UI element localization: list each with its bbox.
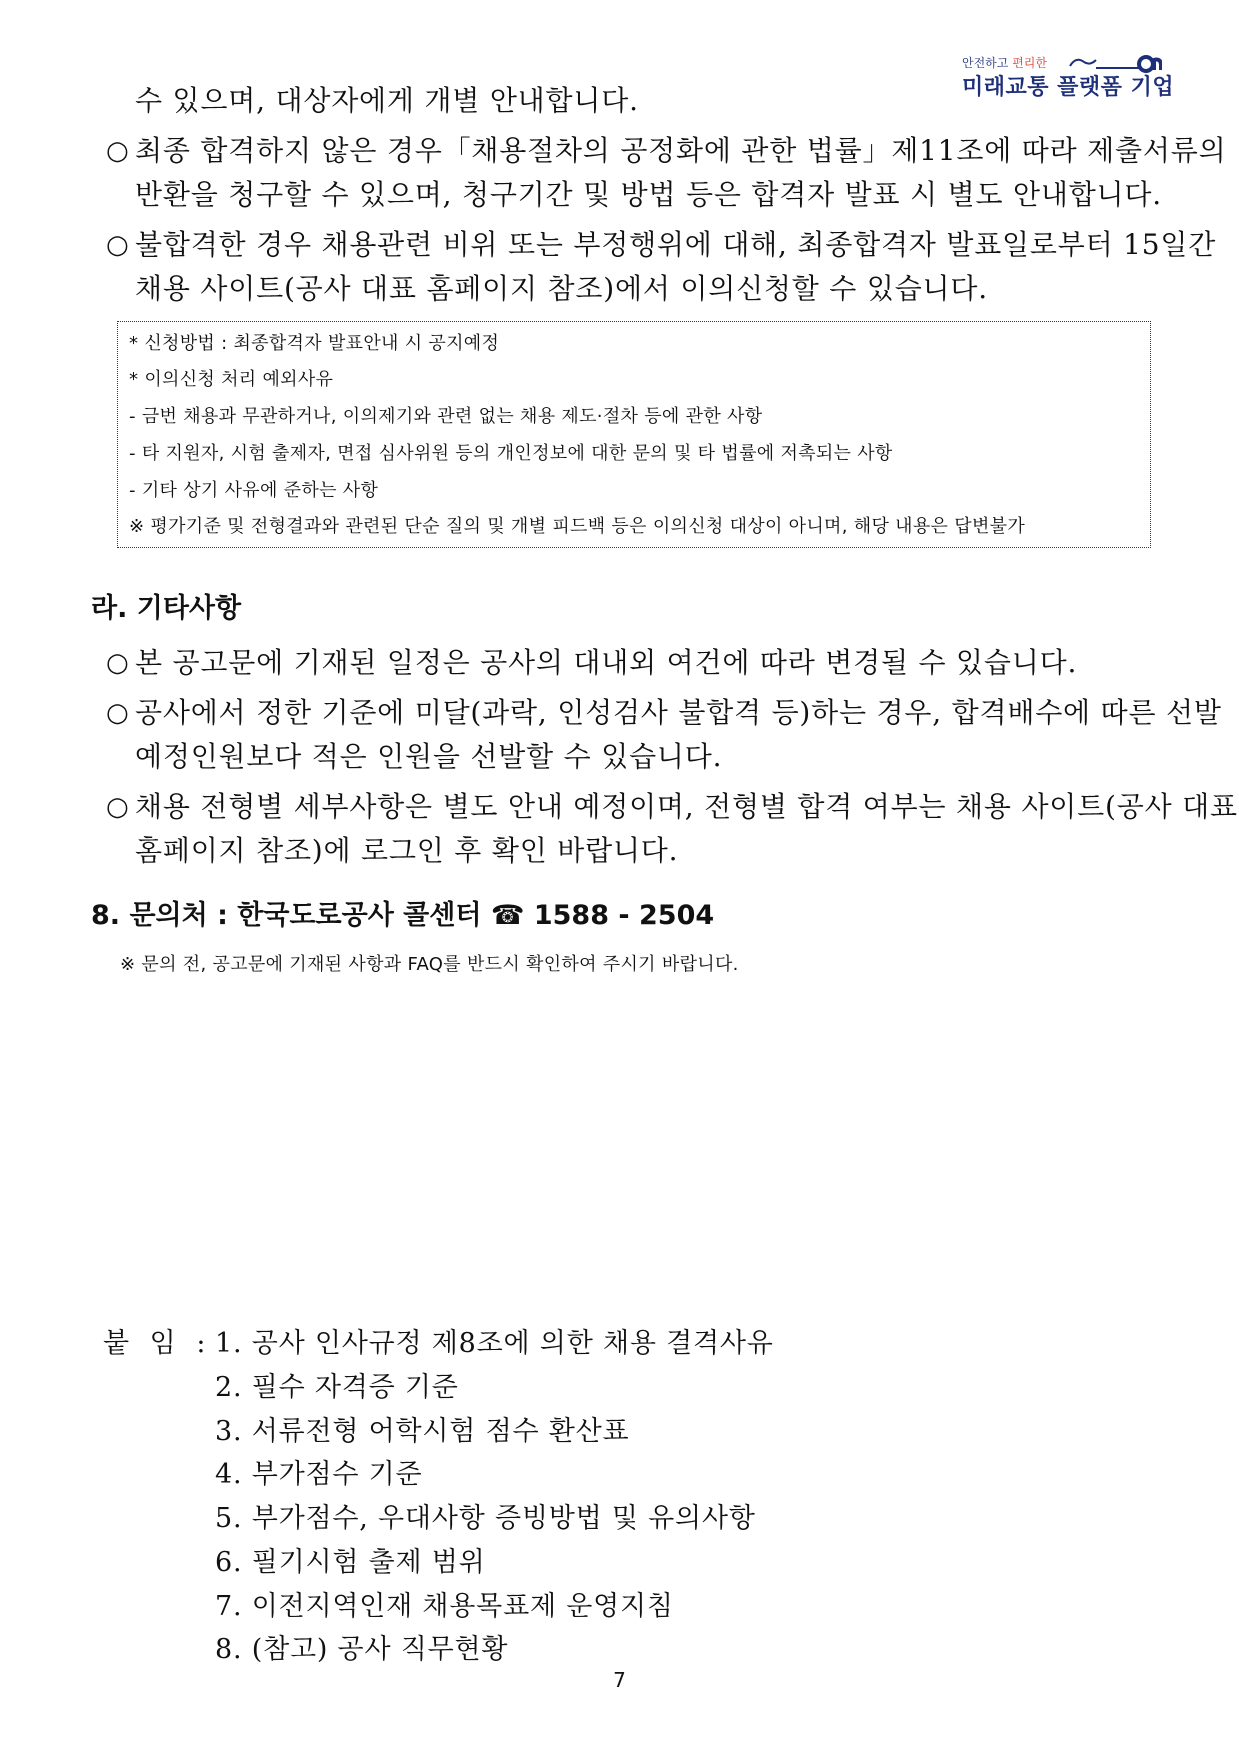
note-line: * 이의신청 처리 예외사유 xyxy=(129,369,334,390)
logo-tagline-part1: 안전하고 xyxy=(962,56,1009,70)
paragraph-line: 최종 합격하지 않은 경우「채용절차의 공정화에 관한 법률」제11조에 따라 제출서류의 xyxy=(135,134,1227,167)
attachment-item: 5. 부가점수, 우대사항 증빙방법 및 유의사항 xyxy=(215,1503,756,1534)
note-line: ※ 평가기준 및 전형결과와 관련된 단순 질의 및 개별 피드백 등은 이의신청 대상이 아니며, 해당 내용은 답변불가 xyxy=(129,516,1026,537)
attachment-item: 3. 서류전형 어학시험 점수 환산표 xyxy=(215,1416,630,1447)
note-line: * 신청방법 : 최종합격자 발표안내 시 공지예정 xyxy=(129,333,500,354)
attachment-item: 1. 공사 인사규정 제8조에 의한 채용 결격사유 xyxy=(215,1328,774,1359)
note-line: - 금번 채용과 무관하거나, 이의제기와 관련 없는 채용 제도·절차 등에 관한 사항 xyxy=(129,406,763,427)
bullet-icon: ○ xyxy=(106,136,129,166)
attachments-label: 붙 임 : xyxy=(103,1328,212,1359)
continuation-line: 수 있으며, 대상자에게 개별 안내합니다. xyxy=(135,84,639,117)
paragraph-line: 공사에서 정한 기준에 미달(과락, 인성검사 불합격 등)하는 경우, 합격배수에 따른 선발 xyxy=(135,696,1222,729)
attachment-item: 6. 필기시험 출제 범위 xyxy=(215,1547,486,1578)
bullet-icon: ○ xyxy=(106,230,129,260)
paragraph-line: 본 공고문에 기재된 일정은 공사의 대내외 여건에 따라 변경될 수 있습니다. xyxy=(135,646,1078,679)
page-number: 7 xyxy=(613,1668,626,1692)
logo-tagline xyxy=(962,54,1047,71)
attachment-item: 8. (참고) 공사 직무현황 xyxy=(215,1634,509,1665)
bullet-icon: ○ xyxy=(106,648,129,678)
appeal-note-box xyxy=(117,321,1151,548)
attachment-item: 2. 필수 자격증 기준 xyxy=(215,1372,459,1403)
bullet-icon: ○ xyxy=(106,698,129,728)
paragraph-line: 채용 전형별 세부사항은 별도 안내 예정이며, 전형별 합격 여부는 채용 사이트(공사 대표 xyxy=(135,790,1238,823)
note-line: - 타 지원자, 시험 출제자, 면접 심사위원 등의 개인정보에 대한 문의 및 타 법률에 저촉되는 사항 xyxy=(129,443,893,464)
attachment-item: 7. 이전지역인재 채용목표제 운영지침 xyxy=(215,1591,674,1622)
logo-tagline-part2: 편리한 xyxy=(1012,56,1047,70)
logo-main-text: 미래교통 플랫폼 기업 xyxy=(962,75,1175,100)
paragraph-line: 반환을 청구할 수 있으며, 청구기간 및 방법 등은 합격자 발표 시 별도 안내합니다. xyxy=(135,178,1162,211)
contact-heading: 8. 문의처 : 한국도로공사 콜센터 ☎ 1588 - 2504 xyxy=(91,900,715,931)
paragraph-line: 홈페이지 참조)에 로그인 후 확인 바랍니다. xyxy=(135,834,679,867)
paragraph-line: 예정인원보다 적은 인원을 선발할 수 있습니다. xyxy=(135,740,723,773)
company-logo xyxy=(962,50,1175,106)
paragraph-line: 채용 사이트(공사 대표 홈페이지 참조)에서 이의신청할 수 있습니다. xyxy=(135,272,988,305)
note-line: - 기타 상기 사유에 준하는 사항 xyxy=(129,480,379,501)
section-heading-etc: 라. 기타사항 xyxy=(91,593,242,624)
contact-note: ※ 문의 전, 공고문에 기재된 사항과 FAQ를 반드시 확인하여 주시기 바랍니다. xyxy=(120,954,739,975)
paragraph-line: 불합격한 경우 채용관련 비위 또는 부정행위에 대해, 최종합격자 발표일로부터 15일간 xyxy=(135,228,1217,261)
attachment-item: 4. 부가점수 기준 xyxy=(215,1459,423,1490)
bullet-icon: ○ xyxy=(106,792,129,822)
